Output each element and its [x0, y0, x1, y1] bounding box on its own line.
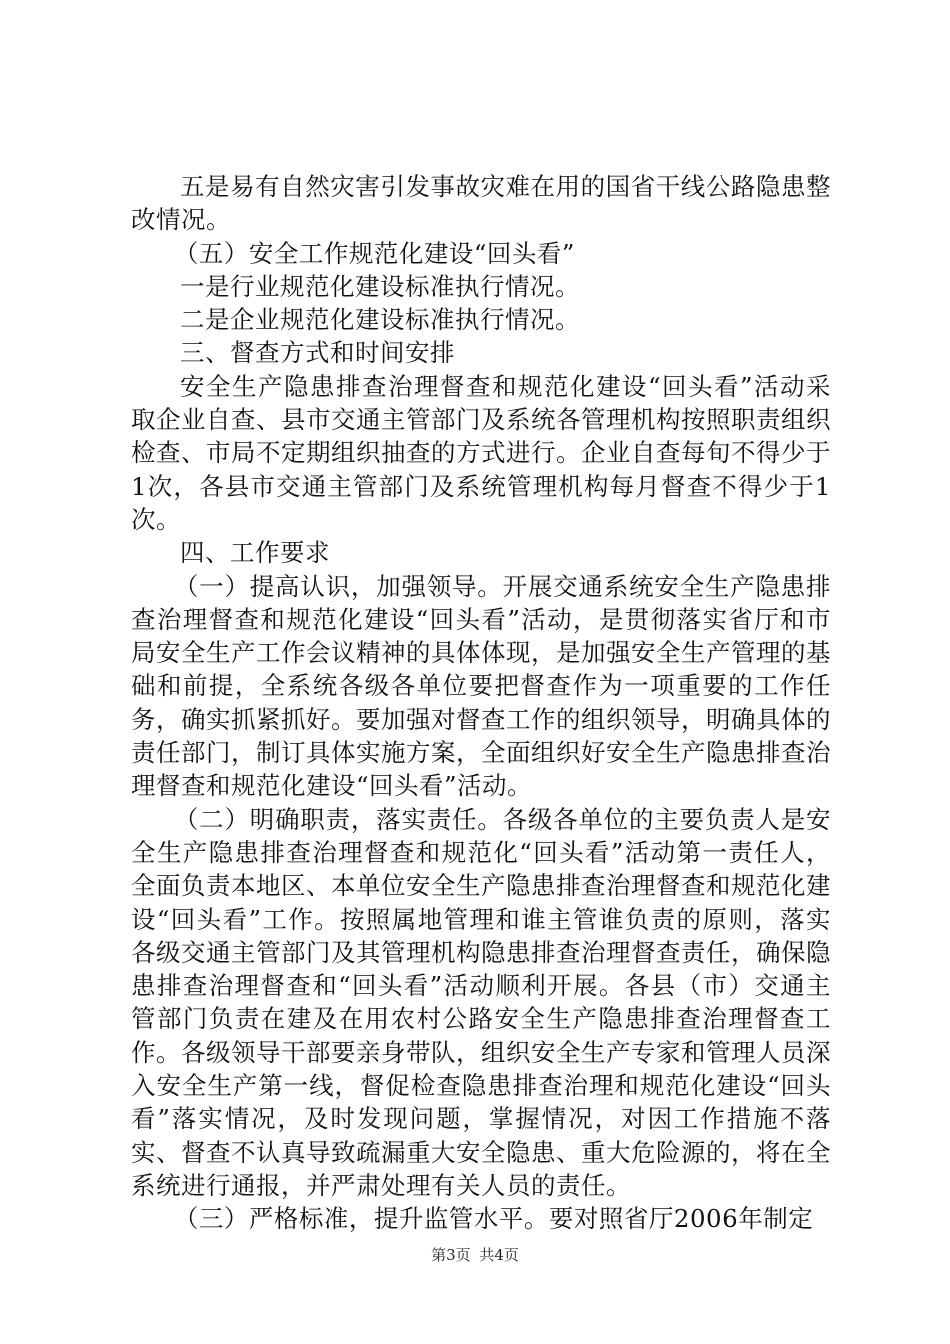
- section-heading-5: （五）安全工作规范化建设“回头看”: [173, 238, 575, 268]
- page-number: 第3页: [431, 1246, 471, 1264]
- section-heading-3: 三、督查方式和时间安排: [180, 338, 455, 368]
- page-footer: [0, 1244, 950, 1265]
- paragraph-requirement-2: （二）明确职责，落实责任。各级各单位的主要负责人是安全生产隐患排查治理督查和规范化“回头看”活动第一责任人，全面负责本地区、本单位安全生产隐患排查治理督查和规范化建设“回头看”工作。按照属地管理和谁主管谁负责的原则，落实各级交通主管部门及其管理机构隐患排查治理督查责任，确保隐患排查治理督查和“回头看”活动顺利开展。各县（市）交通主管部门负责在建及在用农村公路安全生产隐患排查治理督查工作。各级领导干部要亲身带队，组织安全生产专家和管理人员深入安全生产第一线，督促检查隐患排查治理和规范化建设“回头看”落实情况，及时发现问题，掌握情况，对因工作措施不落实、督查不认真导致疏漏重大安全隐患、重大危险源的，将在全系统进行通报，并严肃处理有关人员的责任。: [131, 804, 831, 1200]
- paragraph-requirement-1: （一）提高认识，加强领导。开展交通系统安全生产隐患排查治理督查和规范化建设“回头看”活动，是贯彻落实省厅和市局安全生产工作会议精神的具体体现，是加强安全生产管理的基础和前提，全系统各级各单位要把督查作为一项重要的工作任务，确实抓紧抓好。要加强对督查工作的组织领导，明确具体的责任部门，制订具体实施方案，全面组织好安全生产隐患排查治理督查和规范化建设“回头看”活动。: [131, 571, 831, 801]
- paragraph-requirement-3: （三）严格标准，提升监管水平。要对照省厅2006年制定: [173, 1204, 814, 1234]
- paragraph-inspection-method: 安全生产隐患排查治理督查和规范化建设“回头看”活动采取企业自查、县市交通主管部门及系统各管理机构按照职责组织检查、市局不定期组织抽查的方式进行。企业自查每旬不得少于1次，各县市交通主管部门及系统管理机构每月督查不得少于1次。: [131, 371, 831, 534]
- section-heading-4: 四、工作要求: [180, 538, 330, 568]
- paragraph-item-enterprise: 二是企业规范化建设标准执行情况。: [180, 305, 580, 335]
- paragraph-item-industry: 一是行业规范化建设标准执行情况。: [180, 271, 580, 301]
- paragraph-item-5: 五是易有自然灾害引发事故灾难在用的国省干线公路隐患整改情况。: [131, 172, 831, 235]
- document-body: [131, 170, 831, 1236]
- page-total: 共4页: [479, 1246, 519, 1264]
